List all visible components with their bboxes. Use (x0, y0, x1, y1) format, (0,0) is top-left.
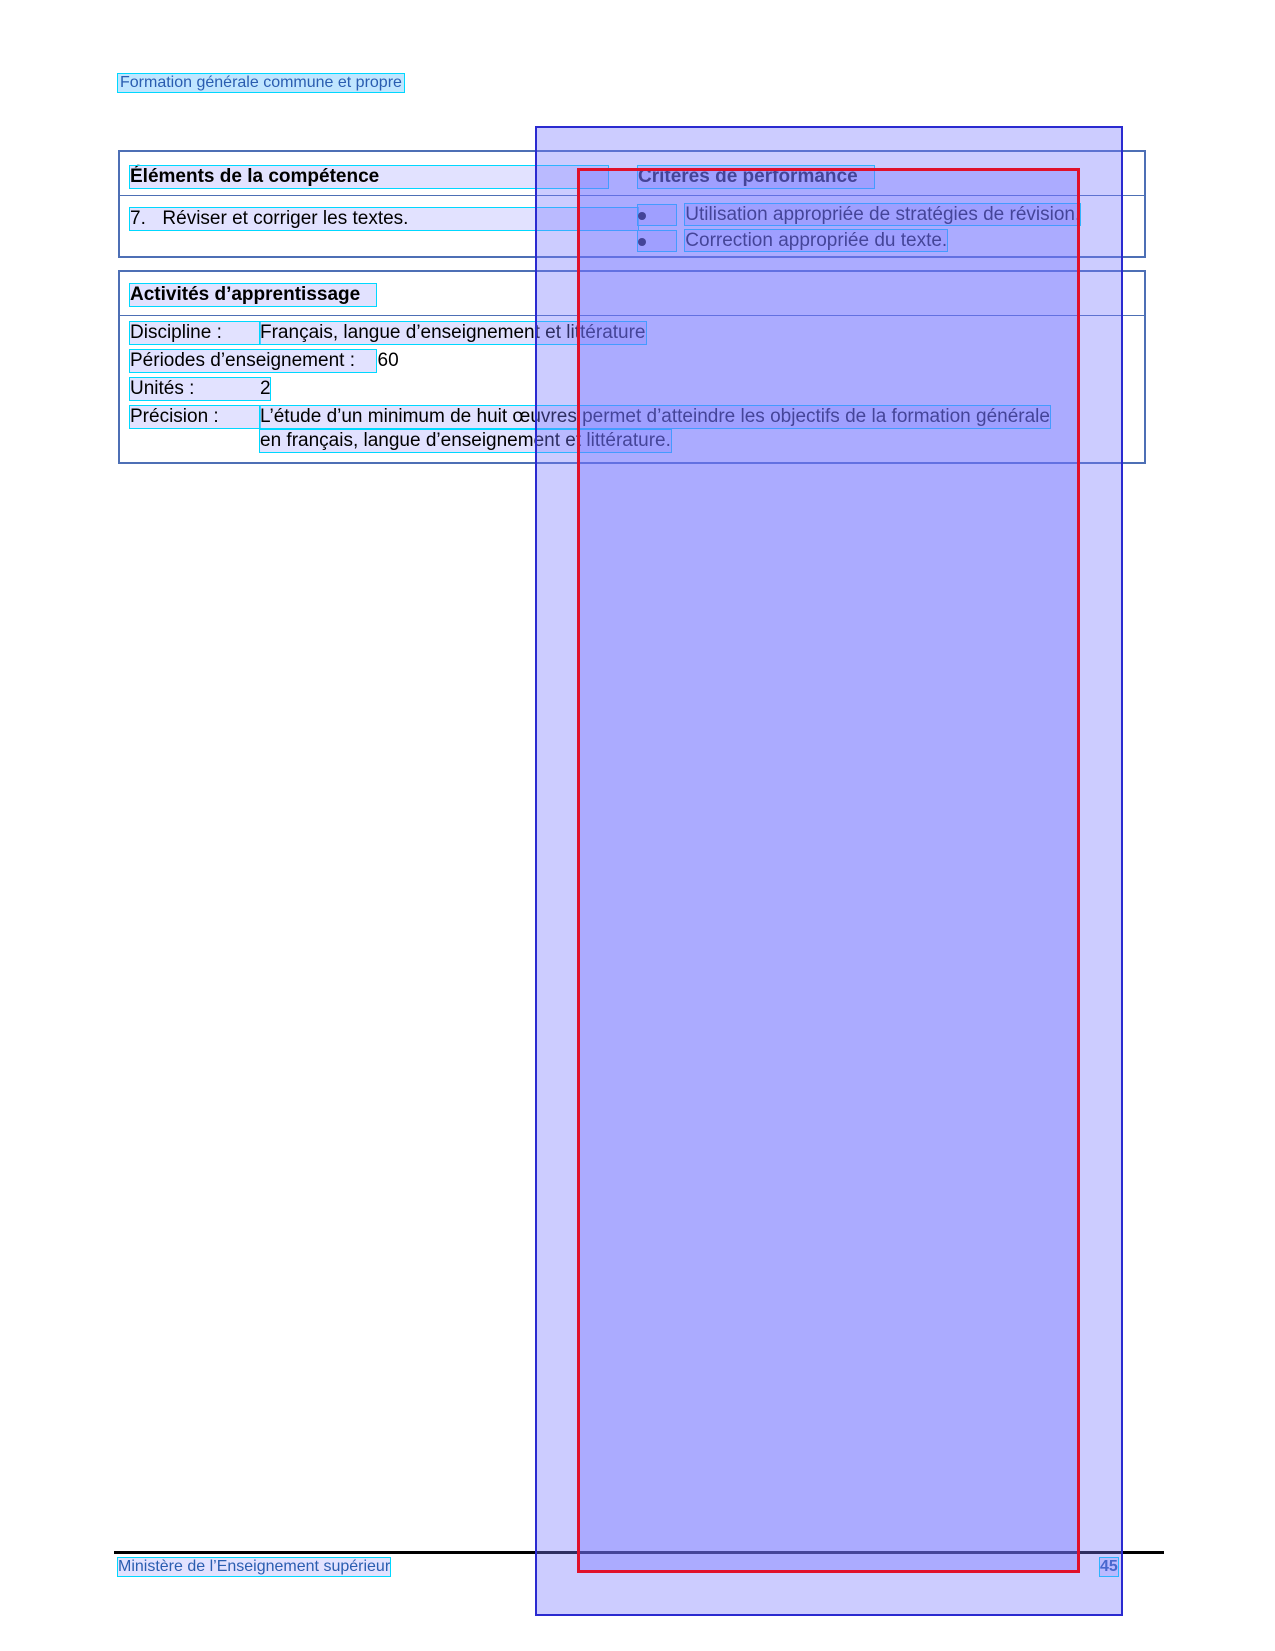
page-header: Formation générale commune et propre (120, 74, 402, 91)
discipline-value: Français, langue d’enseignement et littérature (260, 322, 646, 343)
periods-label: Périodes d’enseignement : (130, 350, 355, 371)
periods-value: 60 (377, 350, 399, 371)
highlight-region-inner (577, 168, 1080, 1573)
activities-header: Activités d’apprentissage (130, 284, 376, 306)
element-number: 7. (130, 208, 146, 229)
units-value: 2 (260, 378, 271, 399)
periods-row (130, 350, 399, 372)
units-label: Unités : (130, 378, 270, 400)
criteria-text: Correction appropriée du texte. (685, 230, 948, 251)
criteria-text: Utilisation appropriée de stratégies de révision. (685, 204, 1081, 225)
criteria-header: Critères de performance (638, 166, 874, 188)
precision-line-1: L’étude d’un minimum de huit œuvres permet d’atteindre les objectifs de la formation générale (260, 406, 1050, 427)
precision-label: Précision : (130, 406, 260, 428)
precision-line-2: en français, langue d’enseignement et littérature. (260, 430, 671, 451)
elements-header: Éléments de la compétence (130, 166, 608, 188)
footer-ministry: Ministère de l’Enseignement supérieur (118, 1558, 391, 1575)
page-number: 45 (1100, 1558, 1118, 1575)
discipline-label: Discipline : (130, 322, 260, 344)
element-text: Réviser et corriger les textes. (162, 208, 409, 229)
